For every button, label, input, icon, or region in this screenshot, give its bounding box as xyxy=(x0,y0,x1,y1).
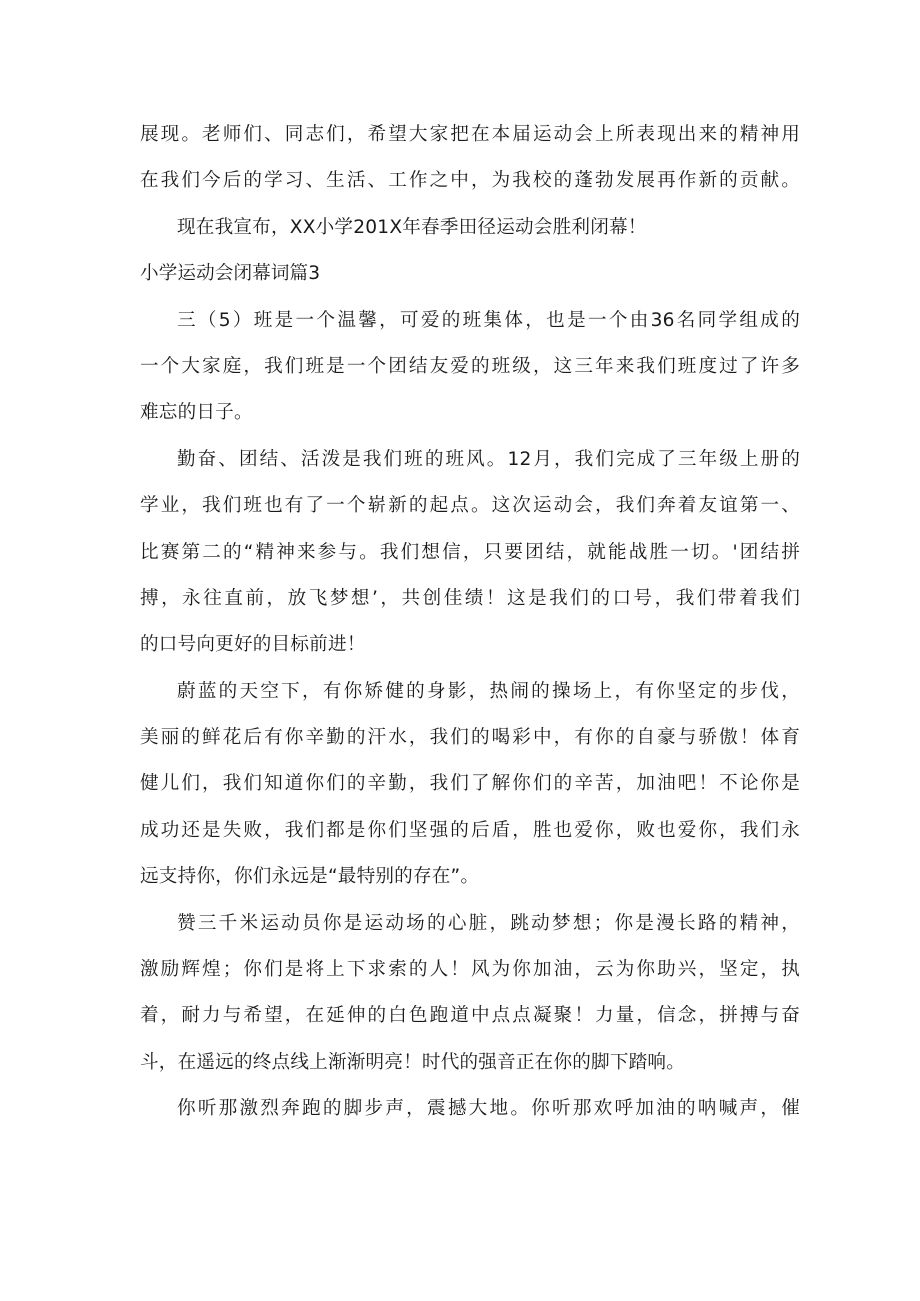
text-line: 斗，在遥远的终点线上渐渐明亮！时代的强音正在你的脚下踏响。 xyxy=(140,1051,686,1073)
text-line: 蔚蓝的天空下，有你矫健的身影，热闹的操场上，有你坚定的步伐， xyxy=(177,680,800,702)
text-line: 成功还是失败，我们都是你们坚强的后盾，胜也爱你，败也爱你，我们永 xyxy=(140,819,800,841)
text-line: 一个大家庭，我们班是一个团结友爱的班级，这三年来我们班度过了许多 xyxy=(140,355,800,377)
text-line: 难忘的日子。 xyxy=(140,402,253,424)
document-body xyxy=(140,112,800,1133)
text-line: 在我们今后的学习、生活、工作之中，为我校的蓬勃发展再作新的贡献。 xyxy=(140,170,800,192)
text-line: 健儿们，我们知道你们的辛勤，我们了解你们的辛苦，加油吧！不论你是 xyxy=(140,773,800,795)
text-line: 远支持你，你们永远是“最特别的存在”。 xyxy=(140,866,480,888)
text-line: 展现。老师们、同志们，希望大家把在本届运动会上所表现出来的精神用 xyxy=(140,124,800,145)
text-line: 学业，我们班也有了一个崭新的起点。这次运动会，我们奔着友谊第一、 xyxy=(140,495,800,517)
text-line: 比赛第二的“精神来参与。我们想信，只要团结，就能战胜一切。'团结拼 xyxy=(140,541,800,563)
text-line: 你听那激烈奔跑的脚步声，震撼大地。你听那欢呼加油的呐喊声，催 xyxy=(177,1098,800,1120)
section-heading: 小学运动会闭幕词篇3 xyxy=(140,263,321,285)
text-line: 的口号向更好的目标前进！ xyxy=(140,634,366,656)
text-line: 激励辉煌；你们是将上下求索的人！风为你加油，云为你助兴，坚定，执 xyxy=(140,959,800,981)
text-line: 搏，永往直前，放飞梦想’，共创佳绩！这是我们的口号，我们带着我们 xyxy=(140,587,800,609)
text-line: 三（5）班是一个温馨，可爱的班集体，也是一个由36名同学组成的 xyxy=(177,309,800,331)
text-line: 现在我宣布，XX小学201X年春季田径运动会胜利闭幕！ xyxy=(177,216,647,238)
text-line: 着，耐力与希望，在延伸的白色跑道中点点凝聚！力量，信念，拼搏与奋 xyxy=(140,1005,800,1027)
text-line: 美丽的鲜花后有你辛勤的汗水，我们的喝彩中，有你的自豪与骄傲！体育 xyxy=(140,727,800,749)
text-line: 勤奋、团结、活泼是我们班的班风。12月，我们完成了三年级上册的 xyxy=(177,448,800,470)
text-line: 赞三千米运动员你是运动场的心脏，跳动梦想；你是漫长路的精神， xyxy=(177,912,800,934)
